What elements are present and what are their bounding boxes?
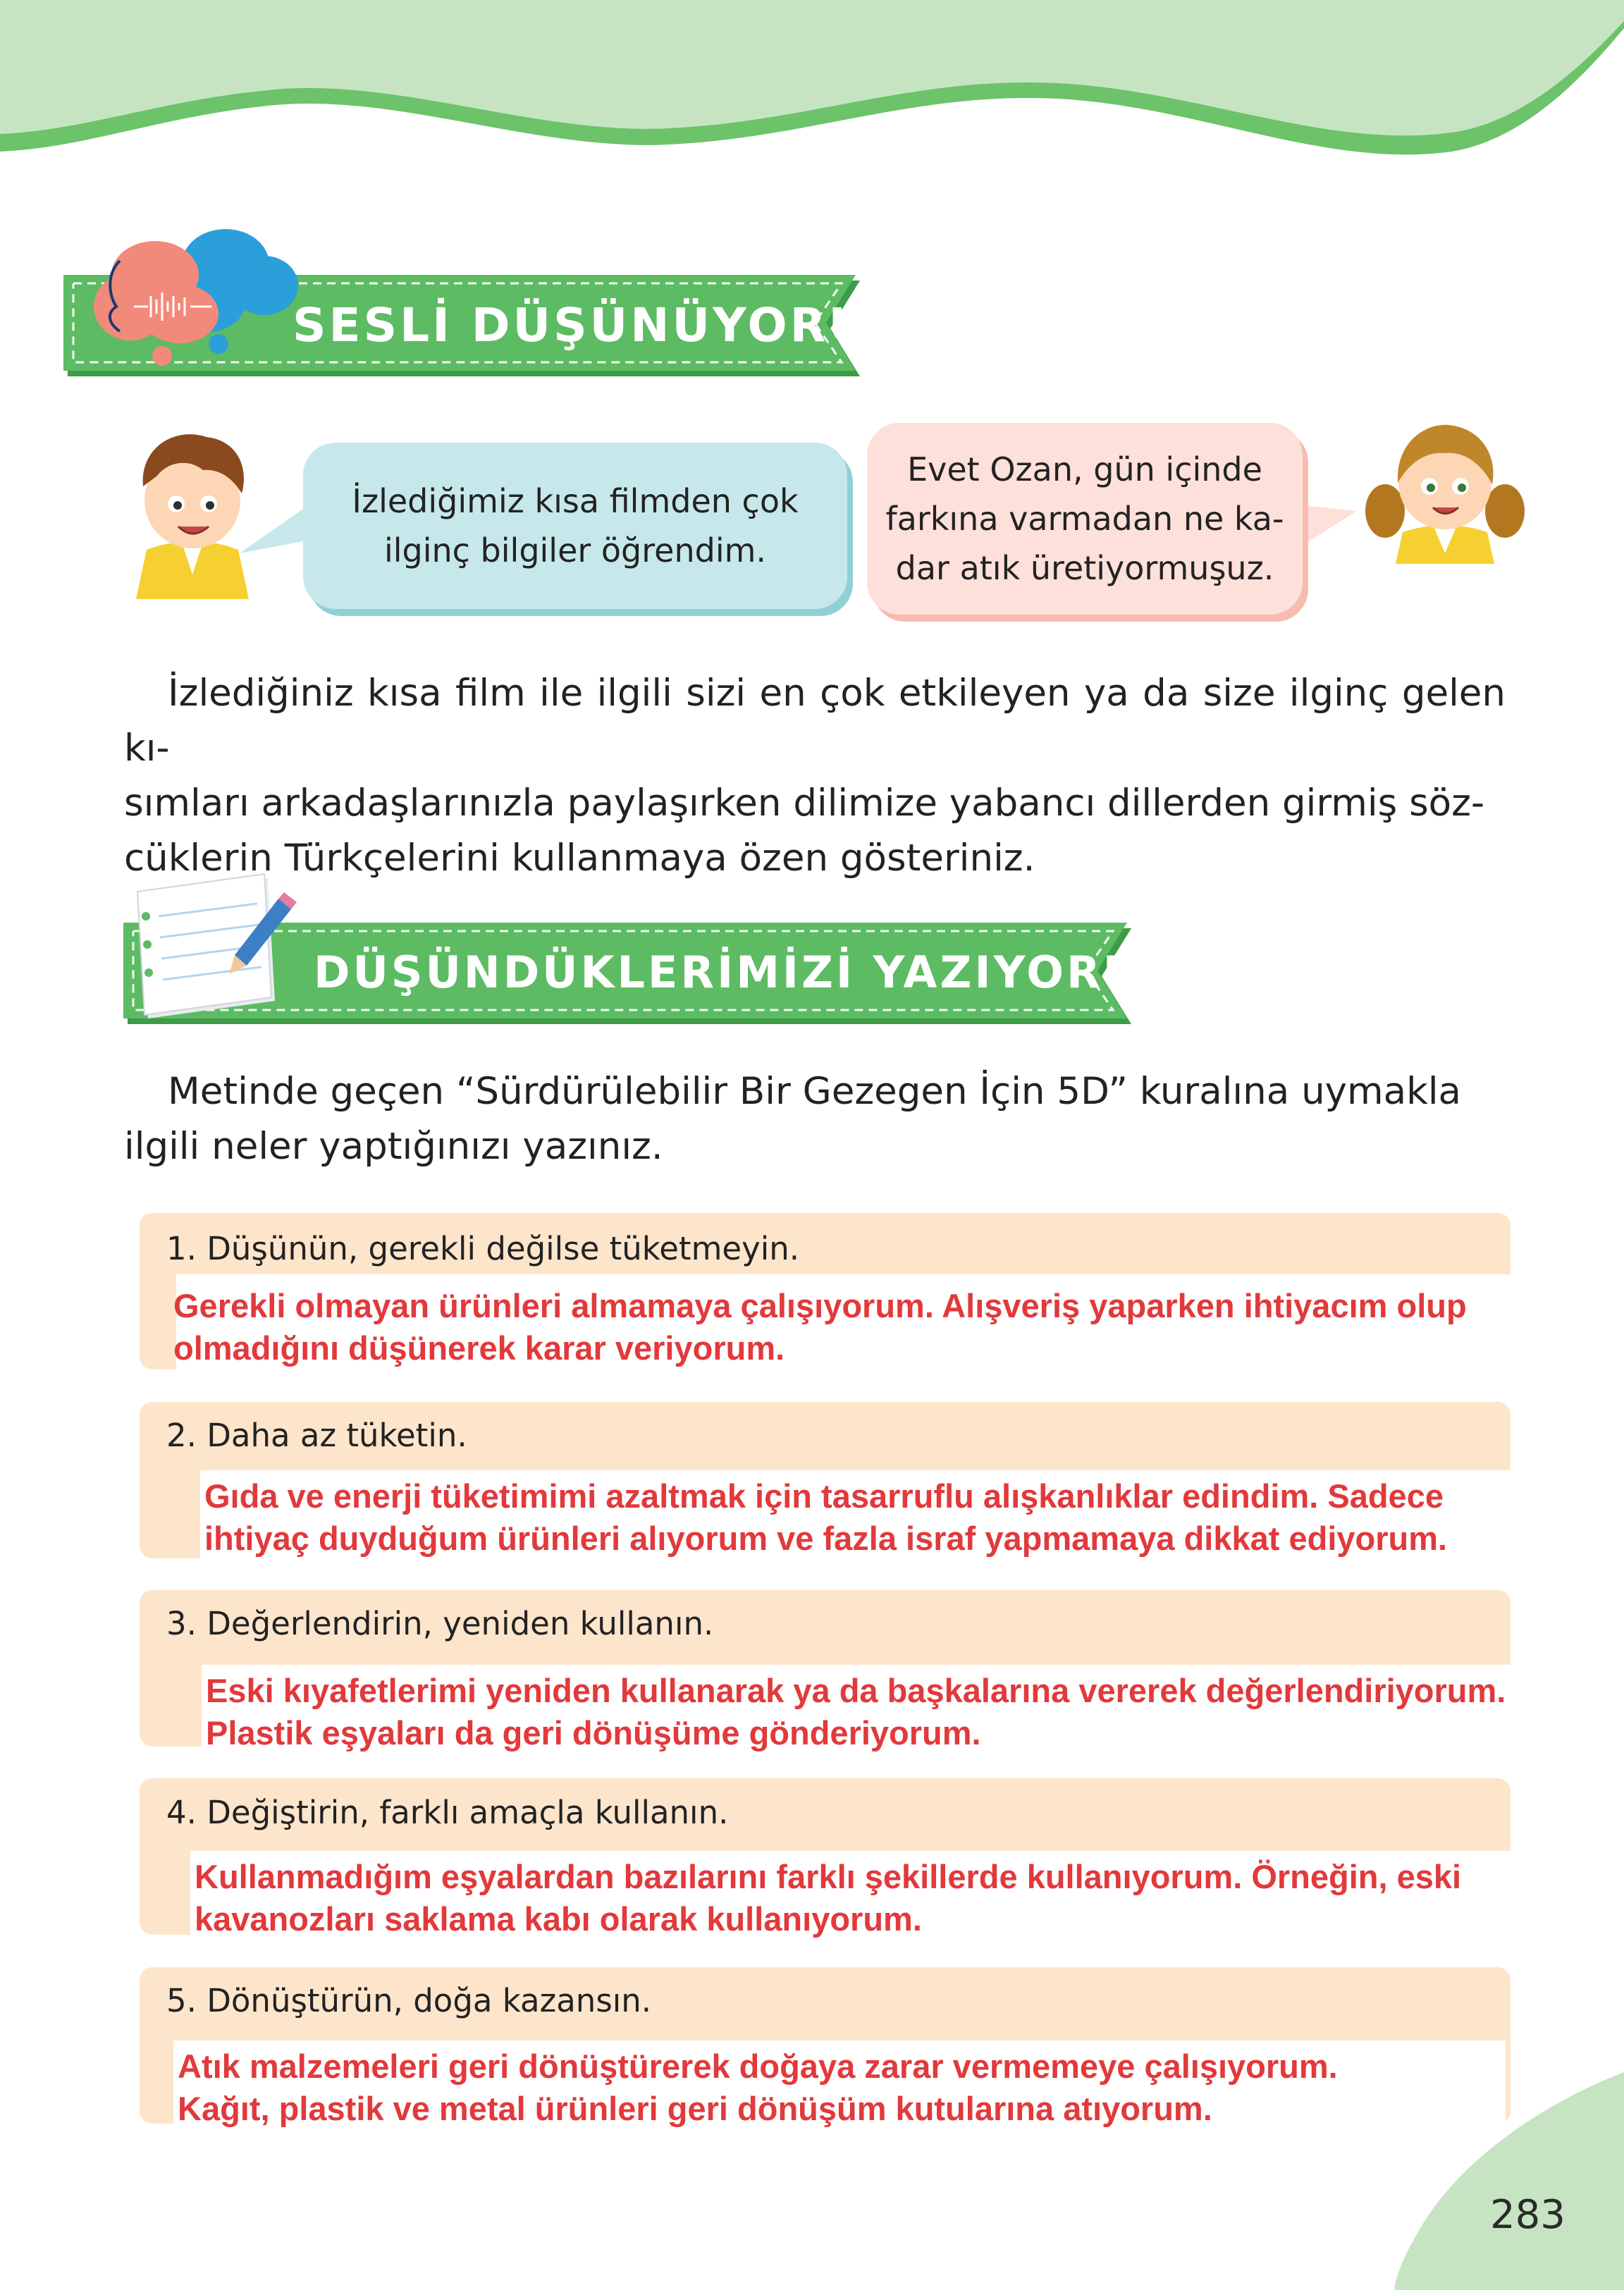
answer-line: Plastik eşyaları da geri dönüşüme gönderiyorum. (206, 1714, 981, 1752)
thinking-heads-icon (78, 218, 310, 370)
rule-label: 2. Daha az tüketin. (166, 1417, 467, 1454)
corner-wave-decoration (1374, 2072, 1624, 2290)
bubble-line: Evet Ozan, gün içinde (907, 450, 1262, 488)
top-wave-decoration (0, 0, 1624, 169)
bubble-line: İzlediğimiz kısa filmden çok (352, 482, 799, 520)
paragraph-line: İzlediğiniz kısa film ile ilgili sizi en çok etkileyen ya da size ilginç gelen kı- (124, 672, 1506, 770)
rule-answer (173, 1285, 1467, 1369)
rule-answer (195, 1856, 1461, 1940)
answer-line: Eski kıyafetlerimi yeniden kullanarak ya da başkalarına vererek değerlendiriyorum. (206, 1672, 1506, 1709)
answer-line: ihtiyaç duyduğum ürünleri alıyorum ve fazla israf yapmamaya dikkat ediyorum. (204, 1520, 1448, 1557)
sesli-title: SESLİ DÜŞÜNÜYORUZ (293, 298, 906, 352)
answer-line: olmadığını düşünerek karar veriyorum. (173, 1329, 785, 1367)
notepad-pencil-icon (130, 867, 314, 1022)
sesli-banner (63, 218, 906, 395)
answer-line: Kullanmadığım eşyalardan bazılarını farklı şekillerde kullanıyorum. Örneğin, eski (195, 1858, 1462, 1895)
bubble-line: ilginç bilgiler öğrendim. (383, 531, 767, 570)
answer-line: Gıda ve enerji tüketimimi azaltmak için tasarruflu alışkanlıklar edindim. Sadece (204, 1477, 1444, 1515)
rule-label: 5. Dönüştürün, doğa kazansın. (166, 1982, 652, 2019)
rule-answer (178, 2045, 1338, 2130)
paragraph-line: Metinde geçen “Sürdürülebilir Bir Gezegen İçin 5D” kuralına uymakla (168, 1070, 1462, 1113)
paragraph-line: ilgili neler yaptığınızı yazınız. (124, 1125, 663, 1168)
rule-label: 1. Düşünün, gerekli değilse tüketmeyin. (166, 1230, 800, 1267)
rule-label: 4. Değiştirin, farklı amaçla kullanın. (166, 1794, 729, 1831)
rule-answer (206, 1670, 1506, 1754)
answer-line: Kağıt, plastik ve metal ürünleri geri dönüşüm kutularına atıyorum. (178, 2090, 1212, 2127)
speech-bubble-ozan (303, 443, 847, 609)
bubble-line: dar atık üretiyormuşuz. (895, 549, 1274, 587)
answer-line: Atık malzemeleri geri dönüştürerek doğaya zarar vermemeye çalışıyorum. (178, 2048, 1338, 2085)
task-paragraph (124, 1064, 1506, 1174)
instruction-paragraph (124, 666, 1506, 886)
girl-avatar (1364, 412, 1526, 567)
speech-bubble-girl (867, 423, 1303, 615)
answer-line: Gerekli olmayan ürünleri almamaya çalışıyorum. Alışveriş yaparken ihtiyacım olup (173, 1287, 1467, 1324)
rule-label: 3. Değerlendirin, yeniden kullanın. (166, 1605, 714, 1642)
paragraph-line: cüklerin Türkçelerini kullanmaya özen gösteriniz. (124, 837, 1035, 880)
paragraph-line: sımları arkadaşlarınızla paylaşırken dilimize yabancı dillerden girmiş söz- (124, 782, 1485, 825)
bubble-line: farkına varmadan ne ka- (885, 500, 1284, 538)
rule-answer (204, 1475, 1447, 1560)
yaziyoruz-banner (123, 863, 1176, 1033)
page-number: 283 (1490, 2192, 1565, 2238)
answer-line: kavanozları saklama kabı olarak kullanıyorum. (195, 1900, 922, 1938)
yaziyoruz-title: DÜŞÜNDÜKLERİMİZİ YAZIYORUZ (314, 947, 1176, 998)
